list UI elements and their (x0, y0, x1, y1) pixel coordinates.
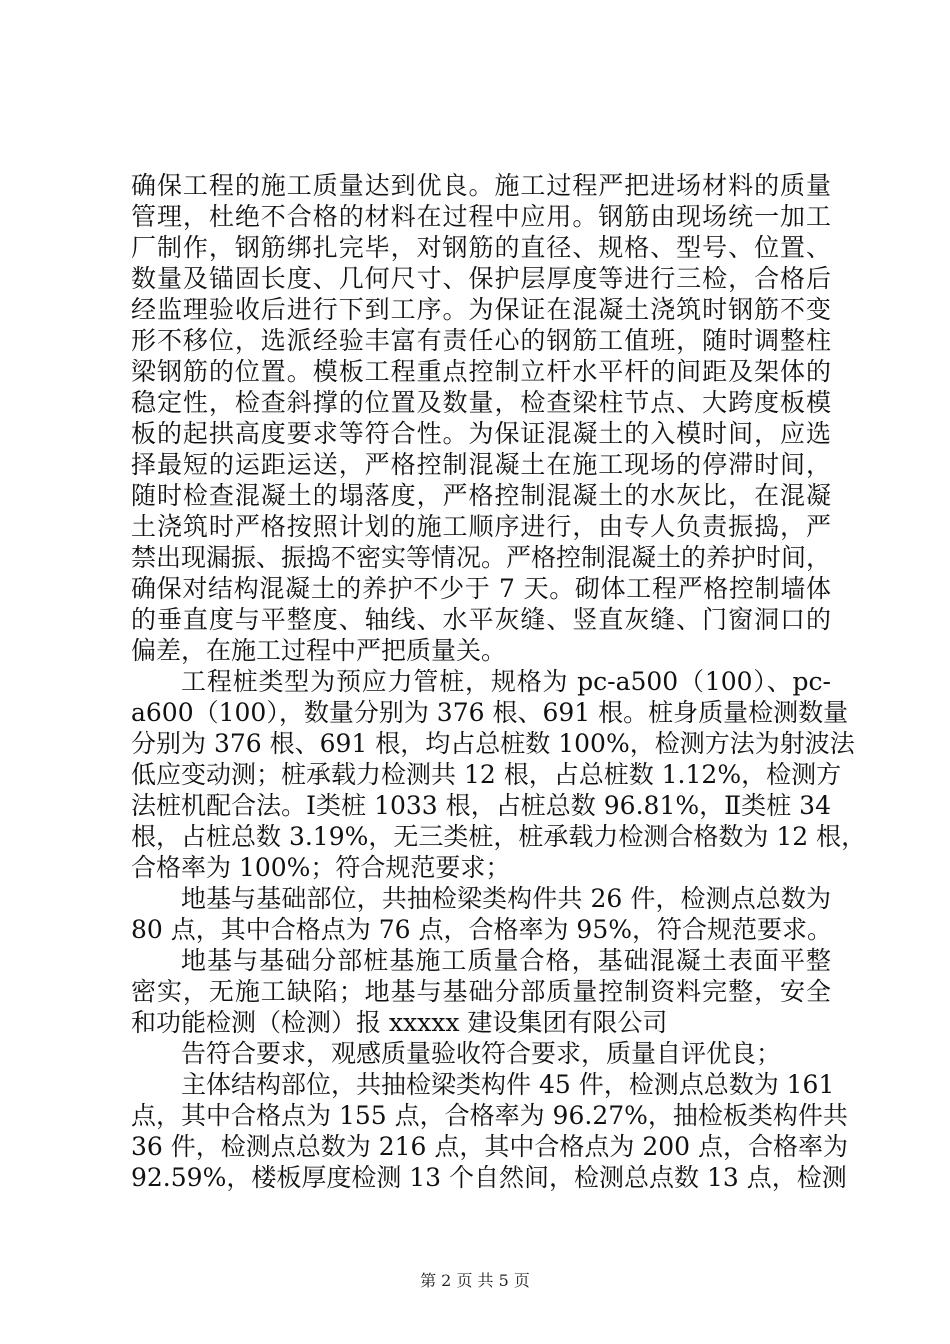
paragraph-5 (131, 1038, 831, 1069)
text-line: 根，占桩总数 3.19%，无三类桩，桩承载力检测合格数为 12 根， (131, 822, 867, 851)
text-line: 的垂直度与平整度、轴线、水平灰缝、竖直灰缝、门窗洞口的 (131, 605, 831, 634)
text-line: 主体结构部位，共抽检梁类构件 45 件，检测点总数为 161 (181, 1070, 835, 1099)
text-line: 分别为 376 根、691 根，均占总桩数 100%，检测方法为射波法 (131, 729, 855, 758)
text-line: 点，其中合格点为 155 点，合格率为 96.27%，抽检板类构件共 (131, 1101, 848, 1130)
document-body (131, 170, 867, 1193)
text-line: a600（100），数量分别为 376 根、691 根。桩身质量检测数量 (131, 698, 849, 727)
text-line: 经监理验收后进行下到工序。为保证在混凝土浇筑时钢筋不变 (131, 295, 831, 324)
paragraph-4 (131, 945, 831, 1038)
paragraph-6 (131, 1069, 848, 1193)
text-line: 密实，无施工缺陷；地基与基础分部质量控制资料完整，安全 (131, 977, 831, 1006)
text-line: 和功能检测（检测）报 xxxxx 建设集团有限公司 (131, 1008, 668, 1037)
text-line: 择最短的运距运送，严格控制混凝土在施工现场的停滞时间， (131, 450, 831, 479)
text-line: 告符合要求，观感质量验收符合要求，质量自评优良； (181, 1039, 782, 1068)
text-line: 工程桩类型为预应力管桩，规格为 pc-a500（100）、pc- (181, 667, 831, 696)
text-line: 确保对结构混凝土的养护不少于 7 天。砌体工程严格控制墙体 (131, 574, 831, 603)
text-line: 偏差，在施工过程中严把质量关。 (131, 636, 507, 665)
text-line: 80 点，其中合格点为 76 点，合格率为 95%，符合规范要求。 (131, 915, 832, 944)
text-line: 形不移位，选派经验丰富有责任心的钢筋工值班，随时调整柱 (131, 326, 831, 355)
text-line: 随时检查混凝土的塌落度，严格控制混凝土的水灰比，在混凝 (131, 481, 831, 510)
paragraph-3 (131, 883, 831, 945)
text-line: 数量及锚固长度、几何尺寸、保护层厚度等进行三检，合格后 (131, 264, 831, 293)
text-line: 地基与基础部位，共抽检梁类构件共 26 件，检测点总数为 (181, 884, 831, 913)
text-line: 厂制作，钢筋绑扎完毕，对钢筋的直径、规格、型号、位置、 (131, 233, 831, 262)
text-line: 低应变动测；桩承载力检测共 12 根，占总桩数 1.12%，检测方 (131, 760, 842, 789)
text-line: 地基与基础分部桩基施工质量合格，基础混凝土表面平整 (181, 946, 831, 975)
text-line: 管理，杜绝不合格的材料在过程中应用。钢筋由现场统一加工 (131, 202, 831, 231)
text-line: 92.59%，楼板厚度检测 13 个自然间，检测总点数 13 点，检测 (131, 1163, 847, 1192)
text-line: 合格率为 100%；符合规范要求； (131, 853, 511, 882)
text-line: 土浇筑时严格按照计划的施工顺序进行，由专人负责振捣，严 (131, 512, 831, 541)
paragraph-1 (131, 170, 831, 666)
page-footer: 第 2 页 共 5 页 (420, 1271, 530, 1290)
text-line: 法桩机配合法。Ⅰ类桩 1033 根，占桩总数 96.81%，Ⅱ类桩 34 (131, 791, 831, 820)
text-line: 梁钢筋的位置。模板工程重点控制立杆水平杆的间距及架体的 (131, 357, 831, 386)
text-line: 禁出现漏振、振捣不密实等情况。严格控制混凝土的养护时间， (131, 543, 832, 572)
paragraph-2 (131, 666, 867, 883)
text-line: 板的起拱高度要求等符合性。为保证混凝土的入模时间，应选 (131, 419, 831, 448)
text-line: 确保工程的施工质量达到优良。施工过程严把进场材料的质量 (131, 171, 831, 200)
text-line: 稳定性，检查斜撑的位置及数量，检查梁柱节点、大跨度板模 (131, 388, 831, 417)
text-line: 36 件，检测点总数为 216 点，其中合格点为 200 点，合格率为 (131, 1132, 848, 1161)
